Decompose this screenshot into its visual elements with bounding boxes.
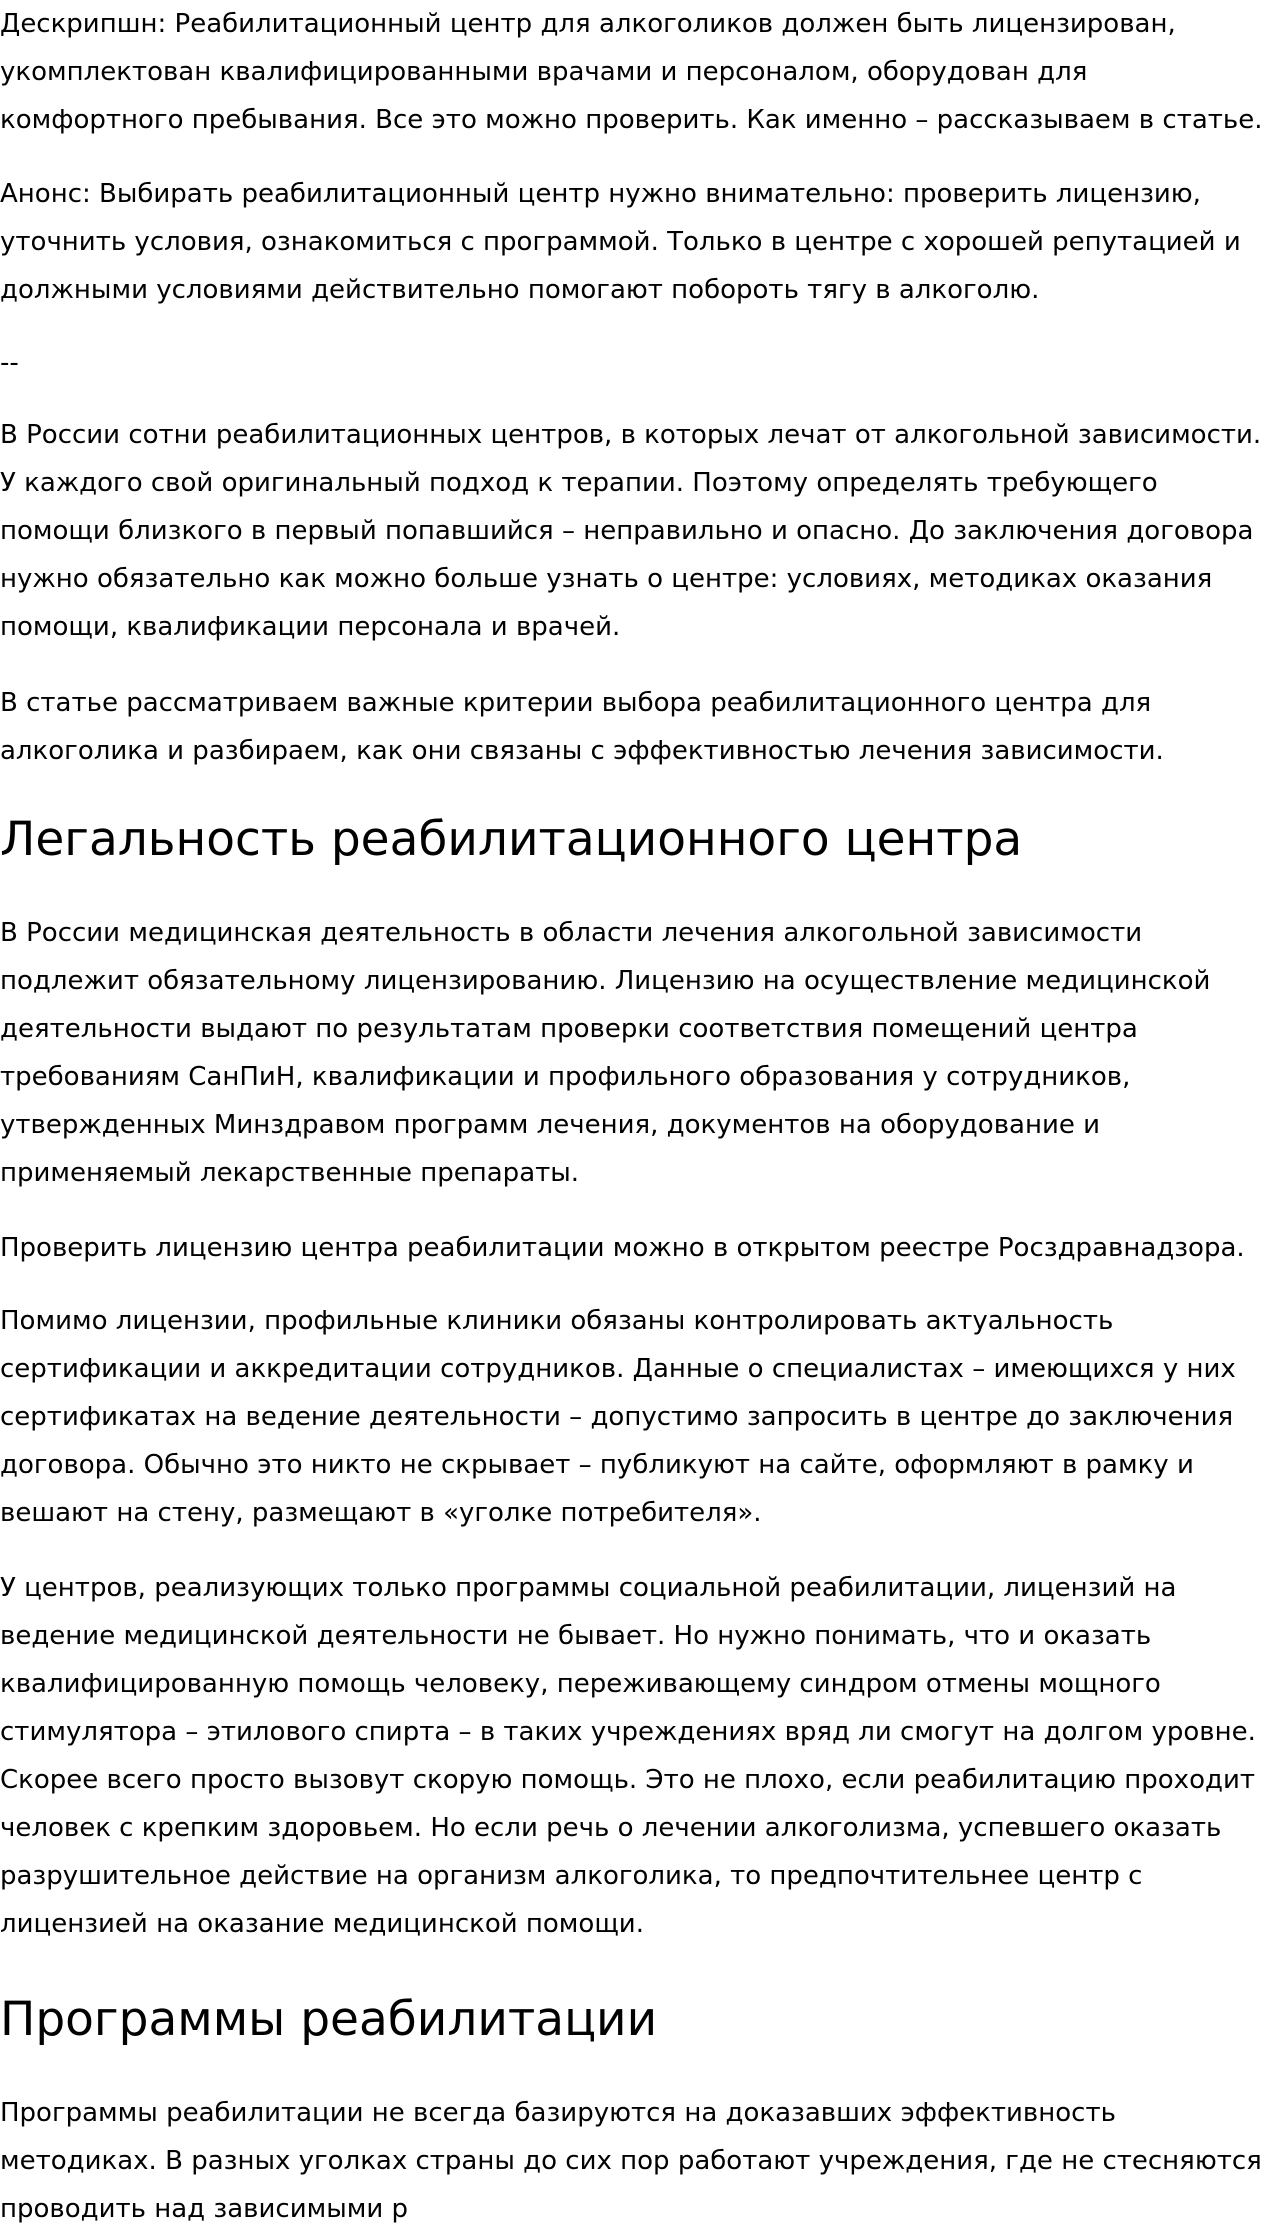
text-line: требованиям СанПиН, квалификации и профильного образования у сотрудников, [0,1062,1131,1092]
announce-paragraph [0,170,1241,314]
text-line: помощи, квалификации персонала и врачей. [0,612,621,642]
text-line: лицензией на оказание медицинской помощи. [0,1909,644,1939]
text-line: ведение медицинской деятельности не бывает. Но нужно понимать, что и оказать [0,1621,1152,1651]
section-heading-programs: Программы реабилитации [0,1992,658,2047]
separator-text: -- [0,348,19,378]
text-line: сертификатах на ведение деятельности – допустимо запросить в центре до заключения [0,1402,1234,1432]
intro-paragraph-2 [0,679,1164,775]
text-line: Дескрипшн: Реабилитационный центр для алкоголиков должен быть лицензирован, [0,9,1176,39]
text-line: Проверить лицензию центра реабилитации можно в открытом реестре Росздравнадзора. [0,1233,1245,1263]
section-heading-legality: Легальность реабилитационного центра [0,812,1023,867]
separator-paragraph [0,339,19,387]
text-line: проводить над зависимыми р [0,2194,409,2224]
legality-paragraph-4 [0,1564,1256,1948]
text-line: помощи близкого в первый попавшийся – неправильно и опасно. До заключения договора [0,516,1254,546]
text-line: В России медицинская деятельность в области лечения алкогольной зависимости [0,918,1143,948]
text-line: стимулятора – этилового спирта – в таких учреждениях вряд ли смогут на долгом уровне. [0,1717,1256,1747]
legality-paragraph-3 [0,1297,1236,1537]
text-line: В России сотни реабилитационных центров, в которых лечат от алкогольной зависимости. [0,420,1262,450]
text-line: договора. Обычно это никто не скрывает – публикуют на сайте, оформляют в рамку и [0,1450,1194,1480]
text-line: укомплектован квалифицированными врачами и персоналом, оборудован для [0,57,1088,87]
text-line: вешают на стену, размещают в «уголке потребителя». [0,1498,762,1528]
text-line: деятельности выдают по результатам проверки соответствия помещений центра [0,1014,1138,1044]
text-line: В статье рассматриваем важные критерии выбора реабилитационного центра для [0,688,1152,718]
text-line: сертификации и аккредитации сотрудников. Данные о специалистах – имеющихся у них [0,1354,1236,1384]
text-line: Скорее всего просто вызовут скорую помощь. Это не плохо, если реабилитацию проходит [0,1765,1255,1795]
text-line: должными условиями действительно помогают побороть тягу в алкоголю. [0,275,1040,305]
text-line: Анонс: Выбирать реабилитационный центр нужно внимательно: проверить лицензию, [0,179,1201,209]
legality-paragraph-2 [0,1224,1245,1272]
text-line: нужно обязательно как можно больше узнать о центре: условиях, методиках оказания [0,564,1213,594]
text-line: уточнить условия, ознакомиться с программой. Только в центре с хорошей репутацией и [0,227,1241,257]
text-line: У центров, реализующих только программы социальной реабилитации, лицензий на [0,1573,1177,1603]
text-line: квалифицированную помощь человеку, переживающему синдром отмены мощного [0,1669,1161,1699]
text-line: подлежит обязательному лицензированию. Лицензию на осуществление медицинской [0,966,1211,996]
text-line: разрушительное действие на организм алкоголика, то предпочтительнее центр с [0,1861,1143,1891]
text-line: методиках. В разных уголках страны до сих пор работают учреждения, где не стесняются [0,2146,1262,2176]
legality-paragraph-1 [0,909,1210,1197]
text-line: применяемый лекарственные препараты. [0,1158,580,1188]
text-line: Помимо лицензии, профильные клиники обязаны контролировать актуальность [0,1306,1114,1336]
text-line: человек с крепким здоровьем. Но если речь о лечении алкоголизма, успевшего оказать [0,1813,1222,1843]
programs-paragraph-1 [0,2089,1262,2233]
text-line: Программы реабилитации не всегда базируются на доказавших эффективность [0,2098,1116,2128]
text-line: алкоголика и разбираем, как они связаны с эффективностью лечения зависимости. [0,736,1164,766]
text-line: комфортного пребывания. Все это можно проверить. Как именно – рассказываем в статье. [0,105,1263,135]
description-paragraph [0,0,1263,144]
text-line: У каждого свой оригинальный подход к терапии. Поэтому определять требующего [0,468,1158,498]
text-line: утвержденных Минздравом программ лечения, документов на оборудование и [0,1110,1100,1140]
intro-paragraph-1 [0,411,1261,651]
